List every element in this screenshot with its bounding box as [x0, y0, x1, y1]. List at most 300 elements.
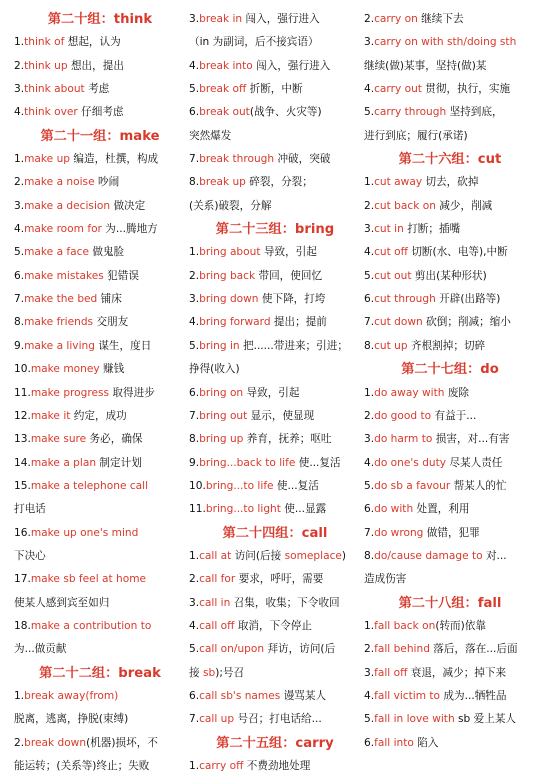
phrase-item	[189, 8, 361, 31]
phrase-meaning: 召集，收集；下令收回	[230, 596, 340, 609]
item-number: 7.	[189, 153, 200, 166]
phrase-meaning: 做决定	[110, 199, 146, 212]
phrase-item	[14, 358, 186, 381]
item-number: 18.	[14, 619, 31, 632]
item-number: 2.	[14, 176, 25, 189]
phrase-item	[14, 78, 186, 101]
phrase-item	[189, 78, 361, 101]
phrase-english: bring on	[199, 386, 244, 399]
group-heading: 第二十四组：call	[222, 525, 328, 541]
phrase-meaning: 对...	[482, 549, 507, 562]
phrase-item	[14, 31, 186, 54]
item-number: 4.	[189, 59, 200, 72]
phrase-english: bring down	[199, 293, 259, 306]
item-number: 6.	[364, 736, 375, 749]
phrase-meaning: 交朋友	[93, 316, 129, 329]
phrase-item	[189, 685, 361, 708]
phrase-meaning: 为...腾地方	[101, 223, 158, 236]
phrase-meaning: 仔细考虑	[77, 106, 124, 119]
item-number: 5.	[364, 713, 375, 726]
phrase-item	[189, 265, 361, 288]
group-heading: 第二十七组：do	[401, 362, 499, 378]
phrase-english: bring about	[199, 246, 261, 259]
phrase-item	[364, 171, 536, 194]
phrase-meaning: 务必，确保	[86, 433, 143, 446]
item-number: 7.	[364, 526, 375, 539]
phrase-english: carry on	[374, 13, 418, 25]
item-number: 2.	[14, 736, 25, 749]
phrase-meaning: 处置，利用	[413, 503, 470, 516]
phrase-item	[189, 708, 361, 731]
phrase-meaning: 进行到底；履行(承诺)	[364, 129, 468, 142]
phrase-english: fall into	[374, 736, 414, 749]
phrase-item	[364, 662, 536, 685]
phrase-meaning: 闯入，强行进入	[252, 59, 331, 72]
phrase-item	[189, 358, 361, 381]
phrase-meaning: 打电话	[14, 503, 46, 516]
phrase-meaning: 下决心	[14, 549, 46, 562]
phrase-meaning: 挣得(收入)	[189, 363, 240, 376]
phrase-meaning: （in 为副词，后不接宾语）	[189, 36, 319, 49]
phrase-item	[14, 498, 186, 521]
phrase-meaning: 想起，认为	[64, 36, 121, 49]
phrase-item	[189, 615, 361, 638]
phrase-meaning: 坚持到底，	[446, 106, 503, 119]
phrase-meaning: 使...复活	[295, 456, 341, 469]
phrase-meaning: 闯入，强行进入	[242, 13, 320, 25]
phrase-meaning: 衰退，减少；掉下来	[407, 666, 507, 679]
phrase-english: make progress	[30, 386, 110, 399]
item-number: 4.	[189, 316, 200, 329]
phrase-item	[189, 31, 361, 54]
phrase-meaning: 使...显露	[280, 503, 327, 516]
item-number: 5.	[189, 83, 200, 96]
phrase-english: call sb's names	[199, 689, 281, 702]
item-number: 7.	[189, 409, 200, 422]
phrase-english: bring up	[199, 433, 244, 446]
phrase-english: make money	[30, 363, 100, 376]
phrase-meaning: 取得进步	[109, 386, 155, 399]
phrase-english: do/cause damage to	[374, 549, 483, 562]
phrase-meaning: 贯彻，执行，实施	[421, 83, 511, 96]
phrase-english: think up	[24, 59, 68, 72]
item-number: 5.	[14, 246, 25, 259]
phrase-item	[364, 452, 536, 475]
item-number: 4.	[364, 689, 375, 702]
phrase-english: call at	[199, 549, 232, 562]
item-number: 6.	[189, 386, 200, 399]
phrase-meaning: 做鬼脸	[89, 246, 125, 259]
group-heading: 第二十六组：cut	[398, 152, 502, 168]
phrase-english: make sure	[30, 433, 87, 446]
phrase-meaning: 减少，削减	[435, 199, 493, 212]
phrase-item	[364, 125, 536, 148]
group-heading: 第二十一组：make	[40, 128, 160, 144]
phrase-meaning: 继续(做)某事，坚持(做)某	[364, 59, 487, 72]
item-number: 1.	[14, 153, 25, 166]
phrase-item	[364, 498, 536, 521]
phrase-item	[189, 428, 361, 451]
phrase-meaning: 突然爆发	[189, 129, 232, 142]
phrase-english: do harm to	[374, 433, 433, 446]
phrase-meaning: 成为...牺牲品	[440, 689, 507, 702]
phrase-meaning: 约定，成功	[70, 409, 127, 422]
item-number: 1.	[364, 176, 375, 189]
phrase-meaning: 吵闹	[94, 176, 120, 189]
phrase-english: make up one's mind	[30, 526, 139, 539]
phrase-meaning: 落后，落在...后面	[429, 643, 518, 656]
item-number: 5.	[364, 269, 375, 282]
item-number: 8.	[189, 176, 200, 189]
phrase-english: break into	[199, 59, 253, 72]
phrase-item	[189, 452, 361, 475]
item-number: 3.	[364, 36, 375, 49]
phrase-english: bring...to light	[205, 503, 281, 516]
phrase-item	[189, 382, 361, 405]
item-number: 5.	[364, 479, 375, 492]
group-heading: 第二十五组：carry	[216, 735, 334, 751]
phrase-meaning: 制定计划	[96, 456, 142, 469]
phrase-item	[14, 218, 186, 241]
phrase-item	[364, 55, 536, 78]
phrase-item	[189, 101, 361, 124]
phrase-english: make a plan	[30, 456, 97, 469]
phrase-english: carry out	[374, 83, 422, 96]
phrase-meaning: 犯错误	[103, 269, 139, 282]
phrase-english: bring back	[199, 269, 256, 282]
phrase-meaning: 脱离，逃离，挣脱(束缚)	[14, 713, 129, 726]
phrase-english: cut off	[374, 246, 408, 259]
phrase-item	[14, 171, 186, 194]
item-number: 15.	[14, 479, 31, 492]
phrase-item	[14, 568, 186, 591]
item-number: 8.	[14, 316, 25, 329]
phrase-item	[14, 335, 186, 358]
phrase-meaning: 使下降，打垮	[258, 293, 326, 306]
item-number: 2.	[14, 59, 25, 72]
phrase-meaning: 提出；提前	[270, 316, 327, 329]
phrase-english: bring out	[199, 409, 248, 422]
item-number: 7.	[189, 713, 200, 726]
phrase-item	[14, 101, 186, 124]
phrase-english: bring...back to life	[199, 456, 296, 469]
phrase-item	[364, 708, 536, 731]
phrase-meaning: 使某人感到宾至如归	[14, 596, 110, 609]
phrase-item	[14, 288, 186, 311]
phrase-meaning: (关系)破裂，分解	[189, 199, 272, 212]
phrase-item	[189, 311, 361, 334]
phrase-meaning: 碎裂，分裂；	[245, 176, 313, 189]
phrase-meaning: 不费劲地处理	[243, 760, 311, 772]
phrase-item	[14, 592, 186, 615]
phrase-meaning: 齐根割掉；切碎	[407, 339, 486, 352]
phrase-item	[14, 475, 186, 498]
phrase-item	[189, 288, 361, 311]
column-2	[189, 8, 361, 778]
item-number: 2.	[364, 199, 375, 212]
phrase-english: think about	[24, 83, 85, 96]
phrase-english: break out	[199, 106, 250, 119]
phrase-item	[364, 265, 536, 288]
phrase-english: cut through	[374, 293, 436, 306]
phrase-english-extra: someplace	[284, 549, 342, 562]
phrase-english: make room for	[24, 223, 102, 236]
phrase-item	[189, 171, 361, 194]
phrase-english: make a noise	[24, 176, 95, 189]
phrase-meaning: 把......带进来；引进；	[239, 339, 348, 352]
item-number: 4.	[14, 106, 25, 119]
item-number: 3.	[364, 433, 375, 446]
phrase-meaning: 号召；打电话给...	[234, 713, 322, 726]
phrase-item	[364, 685, 536, 708]
phrase-english: do with	[374, 503, 414, 516]
phrase-meaning: 赚钱	[99, 363, 125, 376]
phrase-english: break through	[199, 153, 275, 166]
phrase-meaning: sb 爱上某人	[454, 713, 517, 726]
phrase-english: make up	[24, 153, 71, 166]
phrase-item	[14, 708, 186, 731]
phrase-english: break in	[199, 13, 243, 25]
item-number: 6.	[364, 293, 375, 306]
phrase-item	[189, 662, 361, 685]
phrase-english: cut up	[374, 339, 408, 352]
item-number: 1.	[364, 619, 375, 632]
phrase-english: fall in love with	[374, 713, 455, 726]
phrase-meaning: (转而)依靠	[435, 619, 486, 632]
phrase-item	[14, 615, 186, 638]
item-number: 7.	[14, 293, 25, 306]
phrase-english: make mistakes	[24, 269, 104, 282]
phrase-item	[364, 8, 536, 31]
phrase-item	[364, 288, 536, 311]
phrase-english: do one's duty	[374, 456, 447, 469]
phrase-meaning: 养育，抚养；呕吐	[243, 433, 332, 446]
item-number: 5.	[189, 339, 200, 352]
group-heading: 第二十组：think	[47, 12, 153, 27]
phrase-english: call on/upon	[199, 643, 265, 656]
phrase-item	[189, 475, 361, 498]
phrase-meaning: 能运转；(关系等)终止；失败	[14, 760, 150, 772]
phrase-meaning-extra: );号召	[215, 666, 245, 679]
phrase-english: bring in	[199, 339, 240, 352]
item-number: 2.	[364, 643, 375, 656]
item-number: 5.	[364, 106, 375, 119]
phrase-item	[189, 405, 361, 428]
phrase-meaning: 访问(后接	[231, 549, 285, 562]
phrase-item	[14, 638, 186, 661]
phrase-item	[189, 195, 361, 218]
phrase-english: think of	[24, 36, 65, 49]
phrase-english: make a contribution to	[30, 619, 152, 632]
phrase-english: make the bed	[24, 293, 98, 306]
phrase-item	[14, 428, 186, 451]
phrase-english: bring...to life	[205, 479, 274, 492]
phrase-meaning: 拜访，访问(后	[264, 643, 336, 656]
phrase-english: make it	[30, 409, 71, 422]
phrase-item	[364, 195, 536, 218]
phrase-english: fall back on	[374, 619, 436, 632]
item-number: 2.	[189, 269, 200, 282]
phrase-item	[364, 615, 536, 638]
phrase-english: break away(from)	[24, 689, 119, 702]
phrase-english: do wrong	[374, 526, 424, 539]
phrase-english: do good to	[374, 409, 432, 422]
item-number: 1.	[364, 386, 375, 399]
phrase-item	[14, 265, 186, 288]
phrase-item	[364, 101, 536, 124]
phrase-meaning: 导致，引起	[243, 386, 300, 399]
phrase-meaning: 损害，对...有害	[432, 433, 510, 446]
phrase-english: break up	[199, 176, 246, 189]
phrase-meaning: 使...复活	[273, 479, 319, 492]
phrase-item	[364, 78, 536, 101]
phrase-meaning: 带回，使回忆	[255, 269, 323, 282]
phrase-item	[364, 475, 536, 498]
phrase-english: bring forward	[199, 316, 271, 329]
item-number: 5.	[189, 643, 200, 656]
item-number: 3.	[364, 223, 375, 236]
item-number: 1.	[14, 689, 25, 702]
item-number: 4.	[189, 619, 200, 632]
phrase-english-extra: sb	[202, 666, 216, 679]
phrase-item	[14, 382, 186, 405]
phrase-meaning: 为...做贡献	[14, 643, 67, 656]
phrase-meaning: 编造，杜撰，构成	[70, 153, 159, 166]
item-number: 7.	[364, 316, 375, 329]
group-heading: 第二十八组：fall	[398, 595, 502, 611]
phrase-english: make friends	[24, 316, 94, 329]
item-number: 12.	[14, 409, 31, 422]
item-number: 3.	[364, 666, 375, 679]
phrase-meaning: 做错，犯罪	[423, 526, 480, 539]
phrase-meaning: 冲破，突破	[274, 153, 331, 166]
phrase-english: cut in	[374, 223, 404, 236]
phrase-meaning: 导致，引起	[260, 246, 317, 259]
phrase-english: think over	[24, 106, 78, 119]
phrase-english: make sb feel at home	[30, 573, 147, 586]
phrase-meaning: 铺床	[97, 293, 122, 306]
phrase-english: break down	[24, 736, 87, 749]
phrase-english: do sb a favour	[374, 479, 451, 492]
item-number: 4.	[364, 246, 375, 259]
item-number: 10.	[14, 363, 31, 376]
phrase-item	[364, 522, 536, 545]
phrase-item	[189, 592, 361, 615]
phrase-english: carry on with sth/doing sth	[374, 36, 517, 49]
phrase-meaning: 剪出(某种形状)	[411, 269, 487, 282]
phrase-english: make a telephone call	[30, 479, 149, 492]
phrase-item	[14, 545, 186, 568]
phrase-english: make a face	[24, 246, 89, 259]
phrase-meaning-extra: )	[341, 549, 347, 562]
phrase-english: call up	[199, 713, 235, 726]
phrase-item	[364, 638, 536, 661]
item-number: 3.	[14, 199, 25, 212]
phrase-item	[364, 335, 536, 358]
group-heading: 第二十二组：break	[39, 665, 161, 681]
phrase-english: call for	[199, 573, 236, 586]
phrase-english: cut back on	[374, 199, 436, 212]
item-number: 8.	[189, 433, 200, 446]
phrase-item	[364, 311, 536, 334]
phrase-item	[189, 335, 361, 358]
phrase-english: carry through	[374, 106, 447, 119]
phrase-english: do away with	[374, 386, 445, 399]
phrase-meaning: 打断；插嘴	[403, 223, 461, 236]
phrase-item	[364, 31, 536, 54]
phrase-meaning: 继续下去	[417, 13, 464, 25]
phrase-item	[364, 241, 536, 264]
phrase-item	[189, 568, 361, 591]
phrase-item	[14, 732, 186, 755]
phrase-meaning: 帮某人的忙	[450, 479, 507, 492]
item-number: 1.	[14, 36, 25, 49]
phrase-meaning: 切去，砍掉	[422, 176, 479, 189]
item-number: 6.	[189, 689, 200, 702]
column-1	[14, 8, 186, 778]
item-number: 17.	[14, 573, 31, 586]
phrase-item	[364, 568, 536, 591]
phrase-item	[14, 311, 186, 334]
item-number: 2.	[189, 573, 200, 586]
phrase-meaning: 谩骂某人	[280, 689, 327, 702]
phrase-item	[189, 545, 361, 568]
phrase-english: carry off	[199, 760, 244, 772]
phrase-item	[189, 125, 361, 148]
phrase-english: fall victim to	[374, 689, 441, 702]
phrase-item	[14, 55, 186, 78]
item-number: 9.	[14, 339, 25, 352]
phrase-item	[14, 755, 186, 778]
item-number: 4.	[364, 456, 375, 469]
phrase-item	[364, 218, 536, 241]
phrase-meaning: (战争、火灾等)	[249, 106, 322, 119]
phrase-meaning: 显示，使显现	[247, 409, 315, 422]
item-number: 3.	[189, 596, 200, 609]
phrase-meaning: 考虑	[84, 83, 110, 96]
item-number: 6.	[364, 503, 375, 516]
phrase-meaning: 砍倒；削减；缩小	[422, 316, 511, 329]
item-number: 4.	[364, 83, 375, 96]
phrase-english: cut out	[374, 269, 412, 282]
item-number: 2.	[364, 409, 375, 422]
phrase-item	[189, 755, 361, 778]
phrase-item	[364, 405, 536, 428]
phrase-item	[364, 382, 536, 405]
phrase-meaning: 取消，下令停止	[234, 619, 312, 632]
phrase-item	[189, 638, 361, 661]
item-number: 1.	[189, 549, 200, 562]
phrase-meaning: 接	[189, 666, 203, 679]
phrase-meaning: 陷入	[413, 736, 439, 749]
phrase-english: break off	[199, 83, 247, 96]
item-number: 11.	[189, 503, 206, 516]
item-number: 4.	[14, 223, 25, 236]
item-number: 14.	[14, 456, 31, 469]
phrase-meaning: 开辟(出路等)	[435, 293, 501, 306]
phrase-meaning: 废除	[444, 386, 470, 399]
phrase-item	[189, 55, 361, 78]
phrase-item	[14, 685, 186, 708]
phrase-meaning: 谋生，度日	[94, 339, 152, 352]
phrase-english: make a decision	[24, 199, 111, 212]
phrase-meaning: 尽某人责任	[446, 456, 503, 469]
item-number: 3.	[14, 83, 25, 96]
item-number: 3.	[189, 293, 200, 306]
phrase-english: fall behind	[374, 643, 430, 656]
phrase-item	[14, 148, 186, 171]
phrase-english: cut away	[374, 176, 423, 189]
